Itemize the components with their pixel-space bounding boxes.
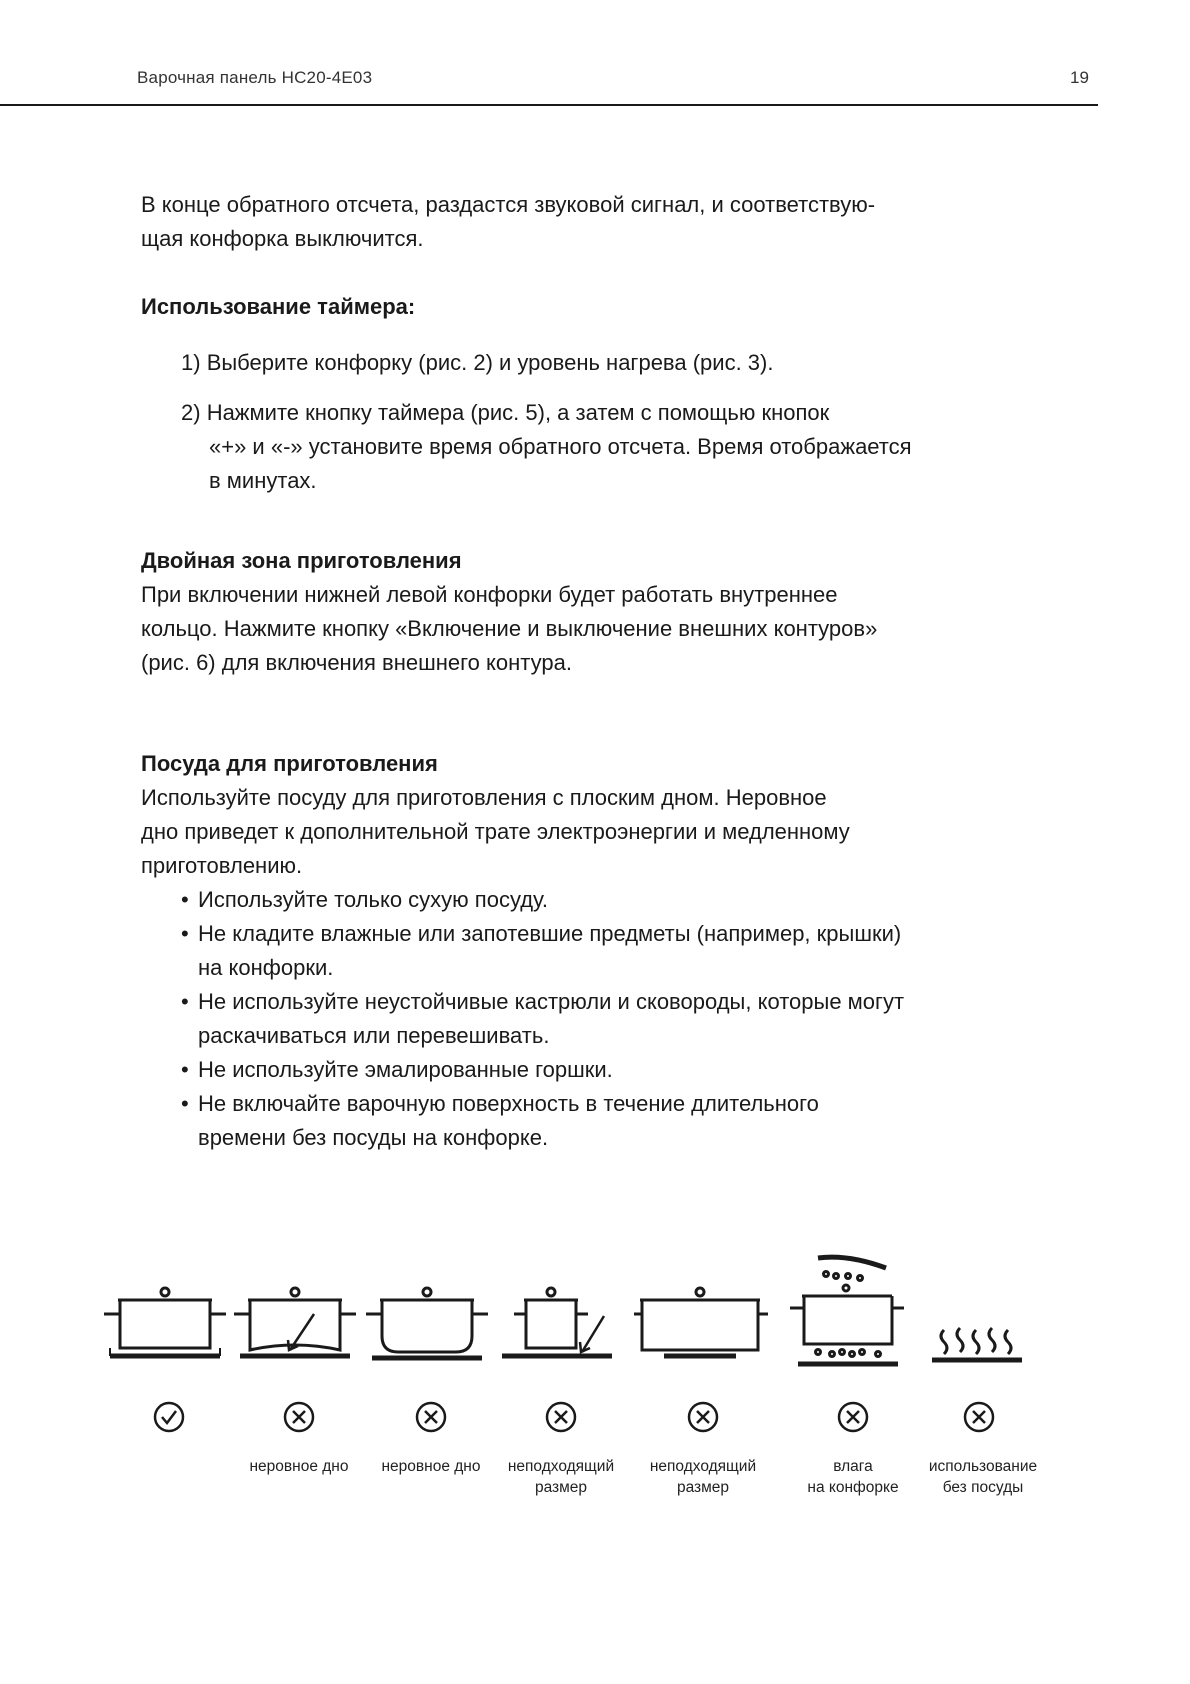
pictogram-no-cookware [918, 1270, 1048, 1496]
bullet-text: Не используйте неустойчивые кастрюли и сковороды, которые могут [198, 989, 905, 1014]
pictogram-uneven-bottom-1 [234, 1270, 364, 1475]
heat-waves-icon [918, 1270, 1048, 1400]
caption-line: неподходящий [507, 1458, 615, 1475]
pot-flat-icon [104, 1270, 234, 1400]
intro-line: В конце обратного отсчета, раздастся звуковой сигнал, и соответствую- [141, 192, 876, 217]
pictogram-caption [618, 1456, 788, 1498]
cookware-heading: Посуда для приготовления [141, 751, 438, 776]
bullet-text: Не включайте варочную поверхность в течение длительного [198, 1091, 819, 1116]
caption-line: на конфорке [807, 1479, 899, 1496]
step-item [181, 396, 1041, 498]
cookware-line: Используйте посуду для приготовления с плоским дном. Неровное [141, 785, 827, 810]
bullet-marker: • [181, 887, 189, 912]
bullet-text: Не кладите влажные или запотевшие предметы (например, крышки) [198, 921, 902, 946]
dual-zone-line: кольцо. Нажмите кнопку «Включение и выключение внешних контуров» [141, 616, 878, 641]
step-number: 2) [181, 400, 201, 425]
cookware-paragraph [141, 781, 1041, 883]
bullet-item [141, 1087, 1041, 1155]
cookware-pictograms [100, 1270, 1060, 1496]
cross-icon [686, 1400, 720, 1434]
bullet-item [141, 985, 1041, 1053]
pot-warped-bottom-icon [234, 1270, 364, 1400]
caption-line: влага [833, 1458, 873, 1475]
intro-paragraph [141, 188, 1041, 256]
step-number: 1) [181, 350, 201, 375]
dual-zone-line: (рис. 6) для включения внешнего контура. [141, 650, 572, 675]
dual-zone-heading: Двойная зона приготовления [141, 548, 462, 573]
step-item [181, 346, 1041, 380]
page-header [0, 0, 1100, 106]
cross-icon [962, 1400, 996, 1434]
bullet-marker: • [181, 921, 189, 946]
bullet-text: раскачиваться или перевешивать. [198, 1023, 550, 1048]
dual-zone-paragraph [141, 578, 1041, 680]
timer-heading: Использование таймера: [141, 294, 416, 319]
pot-too-large-icon [634, 1270, 774, 1400]
cross-icon [414, 1400, 448, 1434]
pictogram-uneven-bottom-2 [366, 1270, 496, 1475]
cross-icon [282, 1400, 316, 1434]
pot-too-small-icon [496, 1270, 626, 1400]
bullet-marker: • [181, 989, 189, 1014]
bullet-text: Используйте только сухую посуду. [198, 887, 548, 912]
pictogram-correct [104, 1270, 234, 1470]
pictogram-caption [898, 1456, 1068, 1498]
check-icon [152, 1400, 186, 1434]
header-divider [0, 104, 1098, 106]
page-number: 19 [1070, 68, 1089, 87]
caption-line: неподходящий [649, 1458, 757, 1475]
step-text: Нажмите кнопку таймера (рис. 5), а затем с помощью кнопок [206, 400, 830, 425]
step-text-continued: «+» и «-» установите время обратного отсчета. Время отображается [209, 434, 912, 459]
step-text: Выберите конфорку (рис. 2) и уровень нагрева (рис. 3). [206, 350, 774, 375]
document-title: Варочная панель HC20-4E03 [137, 68, 373, 87]
pictogram-wrong-size-large [634, 1270, 764, 1496]
intro-line: щая конфорка выключится. [141, 226, 424, 251]
cookware-line: дно приведет к дополнительной трате электроэнергии и медленному [141, 819, 850, 844]
bullet-item [141, 883, 1041, 917]
caption-line: размер [534, 1479, 588, 1496]
pot-rounded-bottom-icon [366, 1270, 496, 1400]
caption-line: без посуды [942, 1479, 1024, 1496]
bullet-text: Не используйте эмалированные горшки. [198, 1057, 613, 1082]
caption-line: размер [676, 1479, 730, 1496]
pot-with-moisture-icon [788, 1248, 918, 1388]
pictogram-moisture [788, 1270, 918, 1496]
timer-steps [141, 346, 1041, 498]
page-content [141, 188, 1041, 1155]
pictogram-wrong-size-small [496, 1270, 626, 1496]
cross-icon [836, 1400, 870, 1434]
bullet-marker: • [181, 1057, 189, 1082]
bullet-item [141, 917, 1041, 985]
caption-line: неровное дно [249, 1458, 349, 1475]
cookware-line: приготовлению. [141, 853, 303, 878]
cross-icon [544, 1400, 578, 1434]
dual-zone-line: При включении нижней левой конфорки будет работать внутреннее [141, 582, 838, 607]
bullet-item [141, 1053, 1041, 1087]
caption-line: неровное дно [381, 1458, 481, 1475]
caption-line: использование [928, 1458, 1038, 1475]
bullet-text: на конфорки. [198, 955, 334, 980]
bullet-marker: • [181, 1091, 189, 1116]
bullet-text: времени без посуды на конфорке. [198, 1125, 549, 1150]
step-text-continued: в минутах. [209, 468, 317, 493]
cookware-bullets [141, 883, 1041, 1155]
